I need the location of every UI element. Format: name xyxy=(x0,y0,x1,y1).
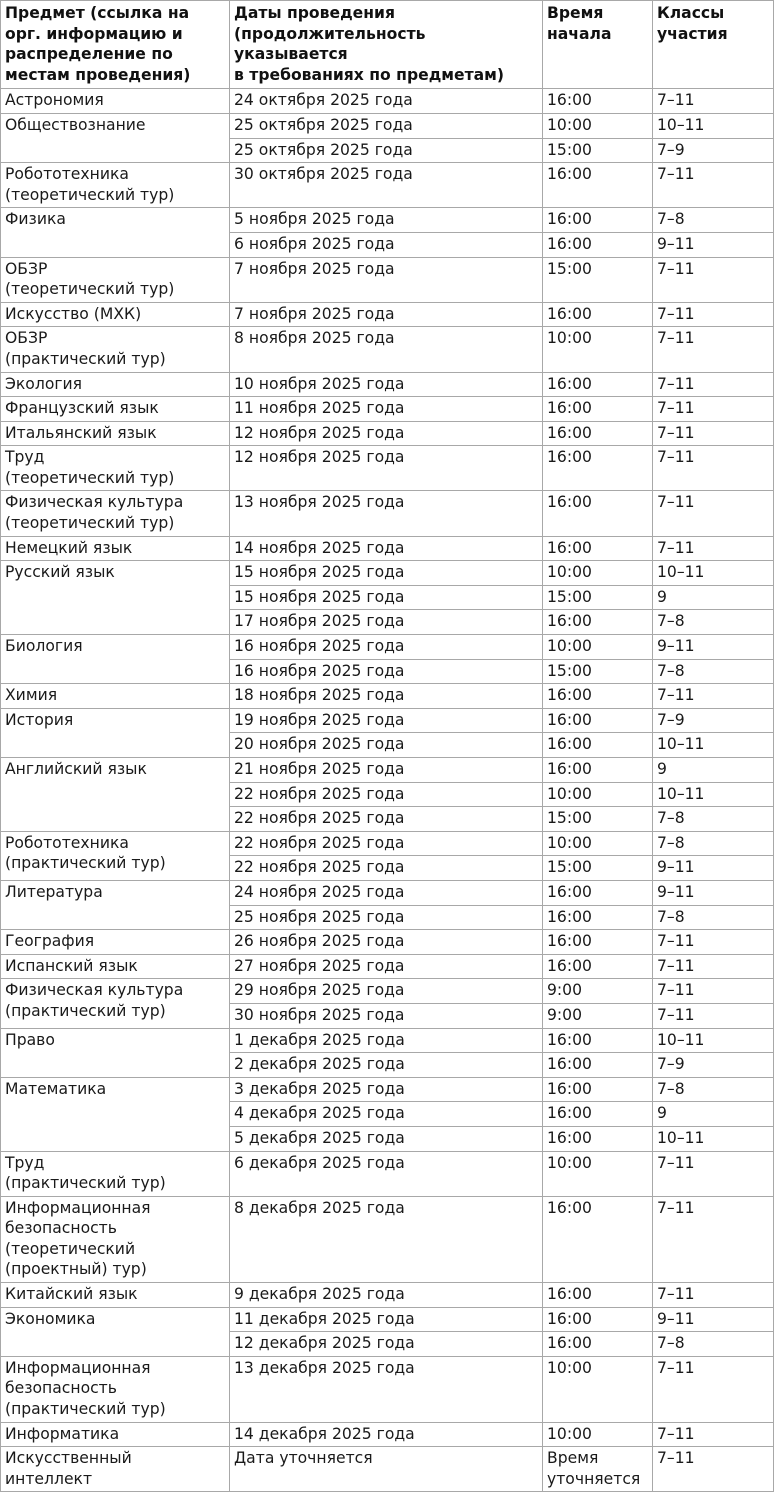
grades-cell: 7–11 xyxy=(653,1283,774,1308)
header-line: участия xyxy=(657,24,728,43)
grades-cell: 7–11 xyxy=(653,1422,774,1447)
subject-cell xyxy=(1,1028,230,1077)
time-cell: 16:00 xyxy=(543,1307,653,1332)
table-row xyxy=(1,930,774,955)
time-cell: 16:00 xyxy=(543,930,653,955)
subject-line: Русский язык xyxy=(5,563,115,582)
grades-cell: 7–11 xyxy=(653,163,774,208)
date-cell: 16 ноября 2025 года xyxy=(230,635,543,660)
subject-cell xyxy=(1,208,230,257)
subject-line: Искусственный xyxy=(5,1449,132,1468)
subject-line: (практический тур) xyxy=(5,1001,166,1020)
date-cell: 14 декабря 2025 года xyxy=(230,1422,543,1447)
time-cell: 15:00 xyxy=(543,138,653,163)
header-subject xyxy=(1,1,230,89)
grades-cell: 10–11 xyxy=(653,782,774,807)
subject-line: безопасность xyxy=(5,1219,117,1238)
subject-cell xyxy=(1,708,230,757)
grades-cell: 7–11 xyxy=(653,954,774,979)
subject-cell xyxy=(1,954,230,979)
header-start-time xyxy=(543,1,653,89)
grades-cell: 7–11 xyxy=(653,491,774,536)
table-row xyxy=(1,758,774,783)
table-row xyxy=(1,372,774,397)
subject-line: Информатика xyxy=(5,1424,120,1443)
grades-cell: 7–11 xyxy=(653,446,774,491)
grades-cell: 7–11 xyxy=(653,1003,774,1028)
time-cell: 15:00 xyxy=(543,807,653,832)
date-cell: 5 ноября 2025 года xyxy=(230,208,543,233)
grades-cell: 10–11 xyxy=(653,1028,774,1053)
table-row xyxy=(1,1028,774,1053)
grades-cell: 7–11 xyxy=(653,1447,774,1492)
subject-line: Право xyxy=(5,1030,55,1049)
grades-cell: 7–11 xyxy=(653,536,774,561)
subject-line: (теоретический тур) xyxy=(5,514,175,533)
subject-cell xyxy=(1,1077,230,1151)
subject-cell xyxy=(1,635,230,684)
date-cell: 10 ноября 2025 года xyxy=(230,372,543,397)
subject-line: Испанский язык xyxy=(5,956,138,975)
time-cell: 16:00 xyxy=(543,905,653,930)
table-row xyxy=(1,1196,774,1282)
subject-cell xyxy=(1,421,230,446)
grades-cell: 9 xyxy=(653,585,774,610)
subject-cell xyxy=(1,1151,230,1196)
time-cell: 10:00 xyxy=(543,327,653,372)
table-row xyxy=(1,208,774,233)
grades-cell: 10–11 xyxy=(653,1126,774,1151)
subject-line: Французский язык xyxy=(5,399,159,418)
date-cell: 22 ноября 2025 года xyxy=(230,856,543,881)
date-cell: 11 декабря 2025 года xyxy=(230,1307,543,1332)
date-cell: 26 ноября 2025 года xyxy=(230,930,543,955)
subject-line: (теоретический xyxy=(5,1239,136,1258)
date-cell: 24 ноября 2025 года xyxy=(230,880,543,905)
subject-line: Химия xyxy=(5,686,58,705)
table-row xyxy=(1,397,774,422)
subject-cell xyxy=(1,1307,230,1356)
subject-line: (практический тур) xyxy=(5,1400,166,1419)
date-cell: 30 октября 2025 года xyxy=(230,163,543,208)
date-cell: 7 ноября 2025 года xyxy=(230,302,543,327)
time-cell: 10:00 xyxy=(543,831,653,856)
subject-line: Робототехника xyxy=(5,833,129,852)
time-cell: 15:00 xyxy=(543,257,653,302)
date-cell: 12 декабря 2025 года xyxy=(230,1332,543,1357)
subject-line: интеллект xyxy=(5,1469,93,1488)
grades-cell: 7–11 xyxy=(653,930,774,955)
subject-line: Немецкий язык xyxy=(5,538,133,557)
date-cell: 15 ноября 2025 года xyxy=(230,585,543,610)
subject-cell xyxy=(1,831,230,880)
time-cell: 10:00 xyxy=(543,1151,653,1196)
subject-cell xyxy=(1,1422,230,1447)
grades-cell: 7–8 xyxy=(653,807,774,832)
time-cell: 10:00 xyxy=(543,561,653,586)
time-cell: 16:00 xyxy=(543,536,653,561)
header-line: орг. информацию и xyxy=(5,24,183,43)
time-cell: 10:00 xyxy=(543,1422,653,1447)
table-row xyxy=(1,979,774,1004)
subject-line: Искусство (МХК) xyxy=(5,304,142,323)
header-line: распределение по xyxy=(5,45,173,64)
subject-cell xyxy=(1,561,230,635)
grades-cell: 7–11 xyxy=(653,1151,774,1196)
time-cell: 16:00 xyxy=(543,232,653,257)
subject-line: (практический тур) xyxy=(5,1174,166,1193)
subject-line: Математика xyxy=(5,1079,107,1098)
time-cell: 15:00 xyxy=(543,856,653,881)
subject-cell xyxy=(1,880,230,929)
time-cell: 16:00 xyxy=(543,397,653,422)
grades-cell: 9–11 xyxy=(653,635,774,660)
subject-line: ОБЗР xyxy=(5,329,48,348)
grades-cell: 7–11 xyxy=(653,421,774,446)
subject-cell xyxy=(1,491,230,536)
subject-cell xyxy=(1,1447,230,1492)
subject-line: (практический тур) xyxy=(5,854,166,873)
header-grades xyxy=(653,1,774,89)
date-cell: 22 ноября 2025 года xyxy=(230,831,543,856)
table-row xyxy=(1,708,774,733)
time-cell: 16:00 xyxy=(543,1126,653,1151)
subject-line: Информационная xyxy=(5,1198,151,1217)
time-cell: 16:00 xyxy=(543,1102,653,1127)
time-cell: 15:00 xyxy=(543,585,653,610)
time-cell: 16:00 xyxy=(543,491,653,536)
grades-cell: 7–8 xyxy=(653,659,774,684)
header-line: местам проведения) xyxy=(5,65,191,84)
date-cell: 11 ноября 2025 года xyxy=(230,397,543,422)
time-cell: 10:00 xyxy=(543,635,653,660)
time-cell: 16:00 xyxy=(543,302,653,327)
header-line: Время xyxy=(547,4,604,22)
subject-line: Физика xyxy=(5,210,66,229)
time-cell xyxy=(543,1447,653,1492)
table-row xyxy=(1,561,774,586)
time-cell: 9:00 xyxy=(543,979,653,1004)
table-row xyxy=(1,446,774,491)
time-cell: 16:00 xyxy=(543,89,653,114)
grades-cell: 10–11 xyxy=(653,561,774,586)
table-row xyxy=(1,880,774,905)
subject-line: Робототехника xyxy=(5,165,129,184)
grades-cell: 7–8 xyxy=(653,1077,774,1102)
time-cell: 16:00 xyxy=(543,1053,653,1078)
time-cell: 16:00 xyxy=(543,1077,653,1102)
header-line: Даты проведения xyxy=(234,4,395,22)
subject-line: безопасность xyxy=(5,1379,117,1398)
table-row xyxy=(1,113,774,138)
time-cell: 16:00 xyxy=(543,684,653,709)
time-cell: 10:00 xyxy=(543,782,653,807)
time-cell: 16:00 xyxy=(543,610,653,635)
table-row xyxy=(1,1447,774,1492)
date-cell: 17 ноября 2025 года xyxy=(230,610,543,635)
time-cell: 16:00 xyxy=(543,1028,653,1053)
subject-line: (теоретический тур) xyxy=(5,185,175,204)
subject-line: ОБЗР xyxy=(5,259,48,278)
grades-cell: 7–11 xyxy=(653,257,774,302)
table-row xyxy=(1,1307,774,1332)
grades-cell: 9–11 xyxy=(653,1307,774,1332)
cell-line: Время xyxy=(547,1449,599,1468)
grades-cell: 7–9 xyxy=(653,1053,774,1078)
table-row xyxy=(1,1283,774,1308)
subject-line: История xyxy=(5,710,74,729)
grades-cell: 10–11 xyxy=(653,113,774,138)
header-row xyxy=(1,1,774,89)
date-cell: 2 декабря 2025 года xyxy=(230,1053,543,1078)
date-cell: 21 ноября 2025 года xyxy=(230,758,543,783)
grades-cell: 7–11 xyxy=(653,1196,774,1282)
table-row xyxy=(1,1151,774,1196)
grades-cell: 7–11 xyxy=(653,979,774,1004)
date-cell: 29 ноября 2025 года xyxy=(230,979,543,1004)
date-cell: 12 ноября 2025 года xyxy=(230,446,543,491)
subject-cell xyxy=(1,930,230,955)
grades-cell: 7–8 xyxy=(653,831,774,856)
subject-cell xyxy=(1,1283,230,1308)
date-cell: 15 ноября 2025 года xyxy=(230,561,543,586)
subject-cell xyxy=(1,979,230,1028)
table-row xyxy=(1,635,774,660)
date-cell: 22 ноября 2025 года xyxy=(230,782,543,807)
date-cell: 3 декабря 2025 года xyxy=(230,1077,543,1102)
grades-cell: 7–11 xyxy=(653,302,774,327)
subject-line: Астрономия xyxy=(5,91,104,110)
grades-cell: 10–11 xyxy=(653,733,774,758)
grades-cell: 7–8 xyxy=(653,208,774,233)
grades-cell: 9–11 xyxy=(653,232,774,257)
subject-cell xyxy=(1,397,230,422)
table-row xyxy=(1,1077,774,1102)
header-line: в требованиях по предметам) xyxy=(234,65,505,84)
time-cell: 16:00 xyxy=(543,1283,653,1308)
date-cell: 8 декабря 2025 года xyxy=(230,1196,543,1282)
date-cell: 18 ноября 2025 года xyxy=(230,684,543,709)
subject-line: Китайский язык xyxy=(5,1285,138,1304)
grades-cell: 9–11 xyxy=(653,856,774,881)
subject-cell xyxy=(1,758,230,832)
subject-line: Обществознание xyxy=(5,115,146,134)
table-row xyxy=(1,536,774,561)
header-line: Предмет (ссылка на xyxy=(5,4,190,22)
grades-cell: 7–11 xyxy=(653,327,774,372)
subject-cell xyxy=(1,1356,230,1422)
grades-cell: 7–8 xyxy=(653,905,774,930)
date-cell: 19 ноября 2025 года xyxy=(230,708,543,733)
subject-cell xyxy=(1,327,230,372)
subject-cell xyxy=(1,446,230,491)
date-cell: 13 ноября 2025 года xyxy=(230,491,543,536)
subject-line: Английский язык xyxy=(5,760,147,778)
time-cell: 16:00 xyxy=(543,1332,653,1357)
subject-cell xyxy=(1,684,230,709)
date-cell xyxy=(230,1447,543,1492)
header-line: указывается xyxy=(234,45,348,64)
subject-line: (практический тур) xyxy=(5,349,166,368)
table-header xyxy=(1,1,774,89)
header-line: (продолжительность xyxy=(234,24,426,43)
subject-line: Физическая культура xyxy=(5,493,184,512)
grades-cell: 7–11 xyxy=(653,684,774,709)
subject-cell xyxy=(1,302,230,327)
date-cell: 9 декабря 2025 года xyxy=(230,1283,543,1308)
grades-cell: 7–8 xyxy=(653,1332,774,1357)
table-row xyxy=(1,89,774,114)
grades-cell: 9–11 xyxy=(653,880,774,905)
date-cell: 13 декабря 2025 года xyxy=(230,1356,543,1422)
cell-line: Дата уточняется xyxy=(234,1449,373,1468)
time-cell: 16:00 xyxy=(543,733,653,758)
grades-cell: 7–11 xyxy=(653,1356,774,1422)
table-row xyxy=(1,491,774,536)
subject-line: Экономика xyxy=(5,1309,96,1328)
subject-line: (теоретический тур) xyxy=(5,468,175,487)
grades-cell: 7–11 xyxy=(653,89,774,114)
date-cell: 1 декабря 2025 года xyxy=(230,1028,543,1053)
subject-line: (проектный) тур) xyxy=(5,1260,147,1279)
table-row xyxy=(1,1422,774,1447)
table-body xyxy=(1,89,774,1492)
subject-cell xyxy=(1,372,230,397)
time-cell: 16:00 xyxy=(543,208,653,233)
table-row xyxy=(1,954,774,979)
grades-cell: 7–11 xyxy=(653,372,774,397)
time-cell: 9:00 xyxy=(543,1003,653,1028)
date-cell: 5 декабря 2025 года xyxy=(230,1126,543,1151)
time-cell: 16:00 xyxy=(543,372,653,397)
grades-cell: 7–11 xyxy=(653,397,774,422)
header-line: начала xyxy=(547,24,612,43)
date-cell: 16 ноября 2025 года xyxy=(230,659,543,684)
table-row xyxy=(1,421,774,446)
date-cell: 14 ноября 2025 года xyxy=(230,536,543,561)
subject-line: Информационная xyxy=(5,1358,151,1377)
time-cell: 16:00 xyxy=(543,708,653,733)
time-cell: 10:00 xyxy=(543,113,653,138)
header-line: Классы xyxy=(657,4,725,22)
date-cell: 6 декабря 2025 года xyxy=(230,1151,543,1196)
table-row xyxy=(1,1356,774,1422)
subject-cell xyxy=(1,257,230,302)
grades-cell: 7–9 xyxy=(653,708,774,733)
grades-cell: 7–9 xyxy=(653,138,774,163)
subject-line: География xyxy=(5,932,95,951)
date-cell: 20 ноября 2025 года xyxy=(230,733,543,758)
date-cell: 30 ноября 2025 года xyxy=(230,1003,543,1028)
time-cell: 16:00 xyxy=(543,880,653,905)
subject-cell xyxy=(1,89,230,114)
subject-line: (теоретический тур) xyxy=(5,280,175,299)
subject-cell xyxy=(1,163,230,208)
subject-line: Итальянский язык xyxy=(5,423,157,442)
table-row xyxy=(1,302,774,327)
date-cell: 8 ноября 2025 года xyxy=(230,327,543,372)
time-cell: 16:00 xyxy=(543,758,653,783)
table-row xyxy=(1,163,774,208)
subject-cell xyxy=(1,536,230,561)
time-cell: 16:00 xyxy=(543,446,653,491)
subject-line: Физическая культура xyxy=(5,981,184,1000)
header-dates xyxy=(230,1,543,89)
time-cell: 10:00 xyxy=(543,1356,653,1422)
table-row xyxy=(1,684,774,709)
time-cell: 16:00 xyxy=(543,421,653,446)
time-cell: 16:00 xyxy=(543,1196,653,1282)
date-cell: 7 ноября 2025 года xyxy=(230,257,543,302)
grades-cell: 9 xyxy=(653,758,774,783)
subject-line: Экология xyxy=(5,374,83,393)
date-cell: 22 ноября 2025 года xyxy=(230,807,543,832)
cell-line: уточняется xyxy=(547,1469,641,1488)
table-row xyxy=(1,327,774,372)
date-cell: 6 ноября 2025 года xyxy=(230,232,543,257)
time-cell: 15:00 xyxy=(543,659,653,684)
subject-line: Биология xyxy=(5,637,83,656)
subject-cell xyxy=(1,113,230,162)
date-cell: 25 ноября 2025 года xyxy=(230,905,543,930)
table-row xyxy=(1,257,774,302)
date-cell: 24 октября 2025 года xyxy=(230,89,543,114)
date-cell: 12 ноября 2025 года xyxy=(230,421,543,446)
subject-cell xyxy=(1,1196,230,1282)
date-cell: 25 октября 2025 года xyxy=(230,113,543,138)
subject-line: Труд xyxy=(5,1153,45,1172)
grades-cell: 9 xyxy=(653,1102,774,1127)
table-row xyxy=(1,831,774,856)
date-cell: 4 декабря 2025 года xyxy=(230,1102,543,1127)
subject-line: Литература xyxy=(5,882,103,901)
time-cell: 16:00 xyxy=(543,954,653,979)
time-cell: 16:00 xyxy=(543,163,653,208)
date-cell: 27 ноября 2025 года xyxy=(230,954,543,979)
grades-cell: 7–8 xyxy=(653,610,774,635)
subject-line: Труд xyxy=(5,448,45,467)
date-cell: 25 октября 2025 года xyxy=(230,138,543,163)
